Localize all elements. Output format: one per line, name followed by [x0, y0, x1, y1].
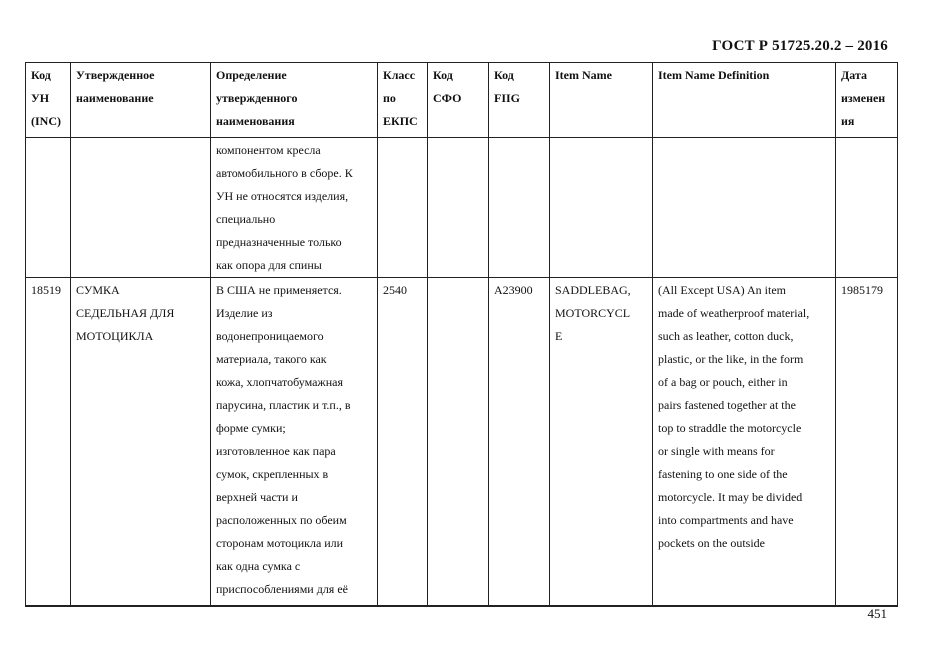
cell-inc: 18519: [26, 278, 71, 606]
cell-class: 2540: [378, 278, 428, 606]
column-header-approved-name: Утвержденное наименование: [71, 63, 211, 138]
cell-sfo: [428, 138, 489, 278]
table-row: [26, 138, 898, 278]
column-header-item-name: Item Name: [550, 63, 653, 138]
column-header-fiig: Код FIIG: [489, 63, 550, 138]
cell-definition: В США не применяется. Изделие из водонепроницаемого материала, такого как кожа, хлопчатобумажная парусина, пластик и т.п., в форме сумки; изготовленное как пара сумок, скрепленных в верхней части и расположенных по обеим сторонам мотоцикла или как одна сумка с приспособлениями для её: [211, 278, 378, 606]
cell-sfo: [428, 278, 489, 606]
cell-item-name: [550, 138, 653, 278]
column-header-definition: Определение утвержденного наименования: [211, 63, 378, 138]
page-number: 451: [867, 606, 887, 621]
cell-class: [378, 138, 428, 278]
column-header-change-date: Дата изменен ия: [836, 63, 898, 138]
cell-approved-name: СУМКА СЕДЕЛЬНАЯ ДЛЯ МОТОЦИКЛА: [71, 278, 211, 606]
document-title: ГОСТ Р 51725.20.2 – 2016: [712, 38, 888, 54]
cell-item-name: SADDLEBAG, MOTORCYCL E: [550, 278, 653, 606]
cell-item-name-definition: (All Except USA) An item made of weatherproof material, such as leather, cotton duck, plastic, or the like, in the form of a bag or pouch, either in pairs fastened together at the top to straddle the motorcycle or single with means for fastening to one side of the motorcycle. It may be divided into compartments and have pockets on the outside: [653, 278, 836, 606]
cell-definition: компонентом кресла автомобильного в сборе. К УН не относятся изделия, специально предназначенные только как опора для спины: [211, 138, 378, 278]
cell-approved-name: [71, 138, 211, 278]
cell-item-name-definition: [653, 138, 836, 278]
cell-change-date: 1985179: [836, 278, 898, 606]
table-header-row: [26, 63, 898, 138]
column-header-inc: Код УН (INC): [26, 63, 71, 138]
cell-inc: [26, 138, 71, 278]
cell-fiig: [489, 138, 550, 278]
table-row: [26, 278, 898, 606]
column-header-class: Класс по ЕКПС: [378, 63, 428, 138]
column-header-item-name-definition: Item Name Definition: [653, 63, 836, 138]
classification-table: [25, 62, 898, 607]
column-header-sfo: Код СФО: [428, 63, 489, 138]
cell-fiig: A23900: [489, 278, 550, 606]
cell-change-date: [836, 138, 898, 278]
